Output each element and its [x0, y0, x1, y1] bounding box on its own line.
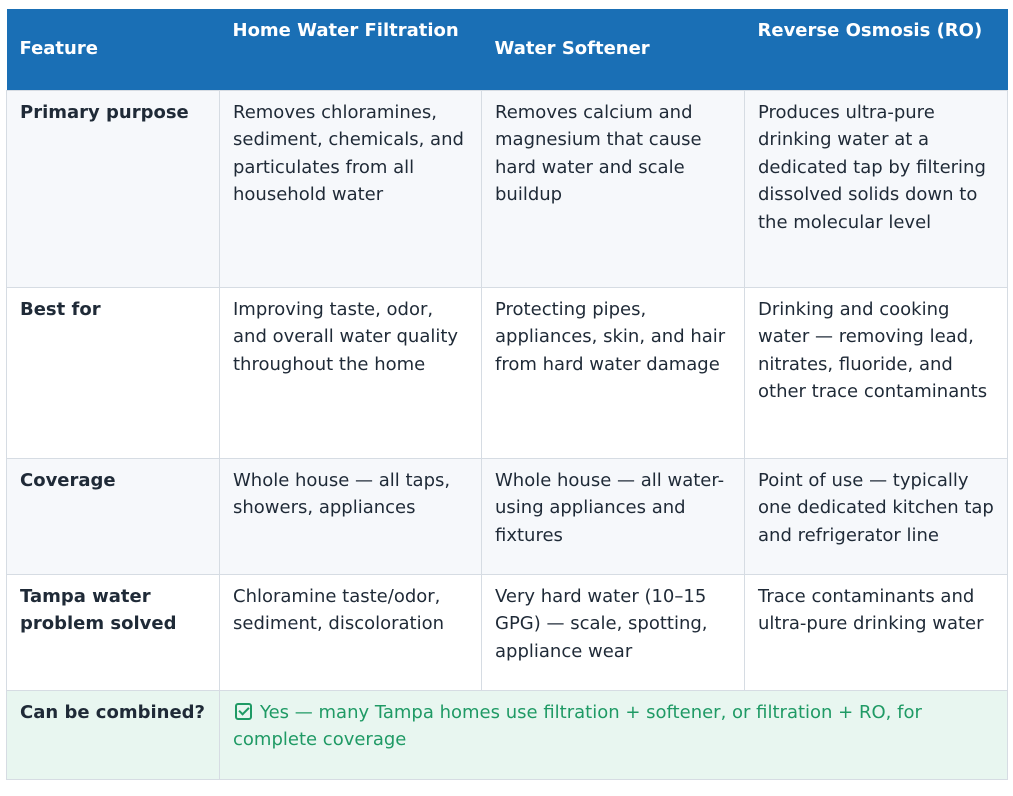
table-cell: Very hard water (10–15 GPG) — scale, spotting, appliance wear [482, 574, 745, 690]
table-cell: Improving taste, odor, and overall water quality throughout the home [220, 287, 482, 458]
table-row [7, 458, 1008, 574]
table-cell: Trace contaminants and ultra-pure drinking water [745, 574, 1008, 690]
water-treatment-comparison-table [6, 9, 1008, 780]
table-cell: Whole house — all taps, showers, appliances [220, 458, 482, 574]
table-cell: Drinking and cooking water — removing lead, nitrates, fluoride, and other trace contaminants [745, 287, 1008, 458]
table-cell: Removes chloramines, sediment, chemicals, and particulates from all household water [220, 90, 482, 287]
table-cell: Removes calcium and magnesium that cause hard water and scale buildup [482, 90, 745, 287]
row-label: Best for [7, 287, 220, 458]
combined-text: Yes — many Tampa homes use filtration + softener, or filtration + RO, for complete coverage [233, 701, 922, 750]
table-row [7, 287, 1008, 458]
combined-cell [220, 690, 1008, 779]
combined-row [7, 690, 1008, 779]
table-cell: Produces ultra-pure drinking water at a dedicated tap by filtering dissolved solids down to the molecular level [745, 90, 1008, 287]
header-home-water-filtration: Home Water Filtration [220, 9, 482, 90]
table-row [7, 574, 1008, 690]
table-cell: Chloramine taste/odor, sediment, discoloration [220, 574, 482, 690]
table-cell: Point of use — typically one dedicated kitchen tap and refrigerator line [745, 458, 1008, 574]
row-label: Primary purpose [7, 90, 220, 287]
row-label: Tampa water problem solved [7, 574, 220, 690]
header-water-softener: Water Softener [482, 9, 745, 90]
table-cell: Protecting pipes, appliances, skin, and hair from hard water damage [482, 287, 745, 458]
row-label: Coverage [7, 458, 220, 574]
table-cell: Whole house — all water-using appliances and fixtures [482, 458, 745, 574]
combined-label: Can be combined? [7, 690, 220, 779]
header-feature: Feature [7, 9, 220, 90]
table-row [7, 90, 1008, 287]
check-box-icon [235, 703, 252, 720]
header-reverse-osmosis: Reverse Osmosis (RO) [745, 9, 1008, 90]
comparison-table-container [6, 9, 1007, 780]
header-row [7, 9, 1008, 90]
